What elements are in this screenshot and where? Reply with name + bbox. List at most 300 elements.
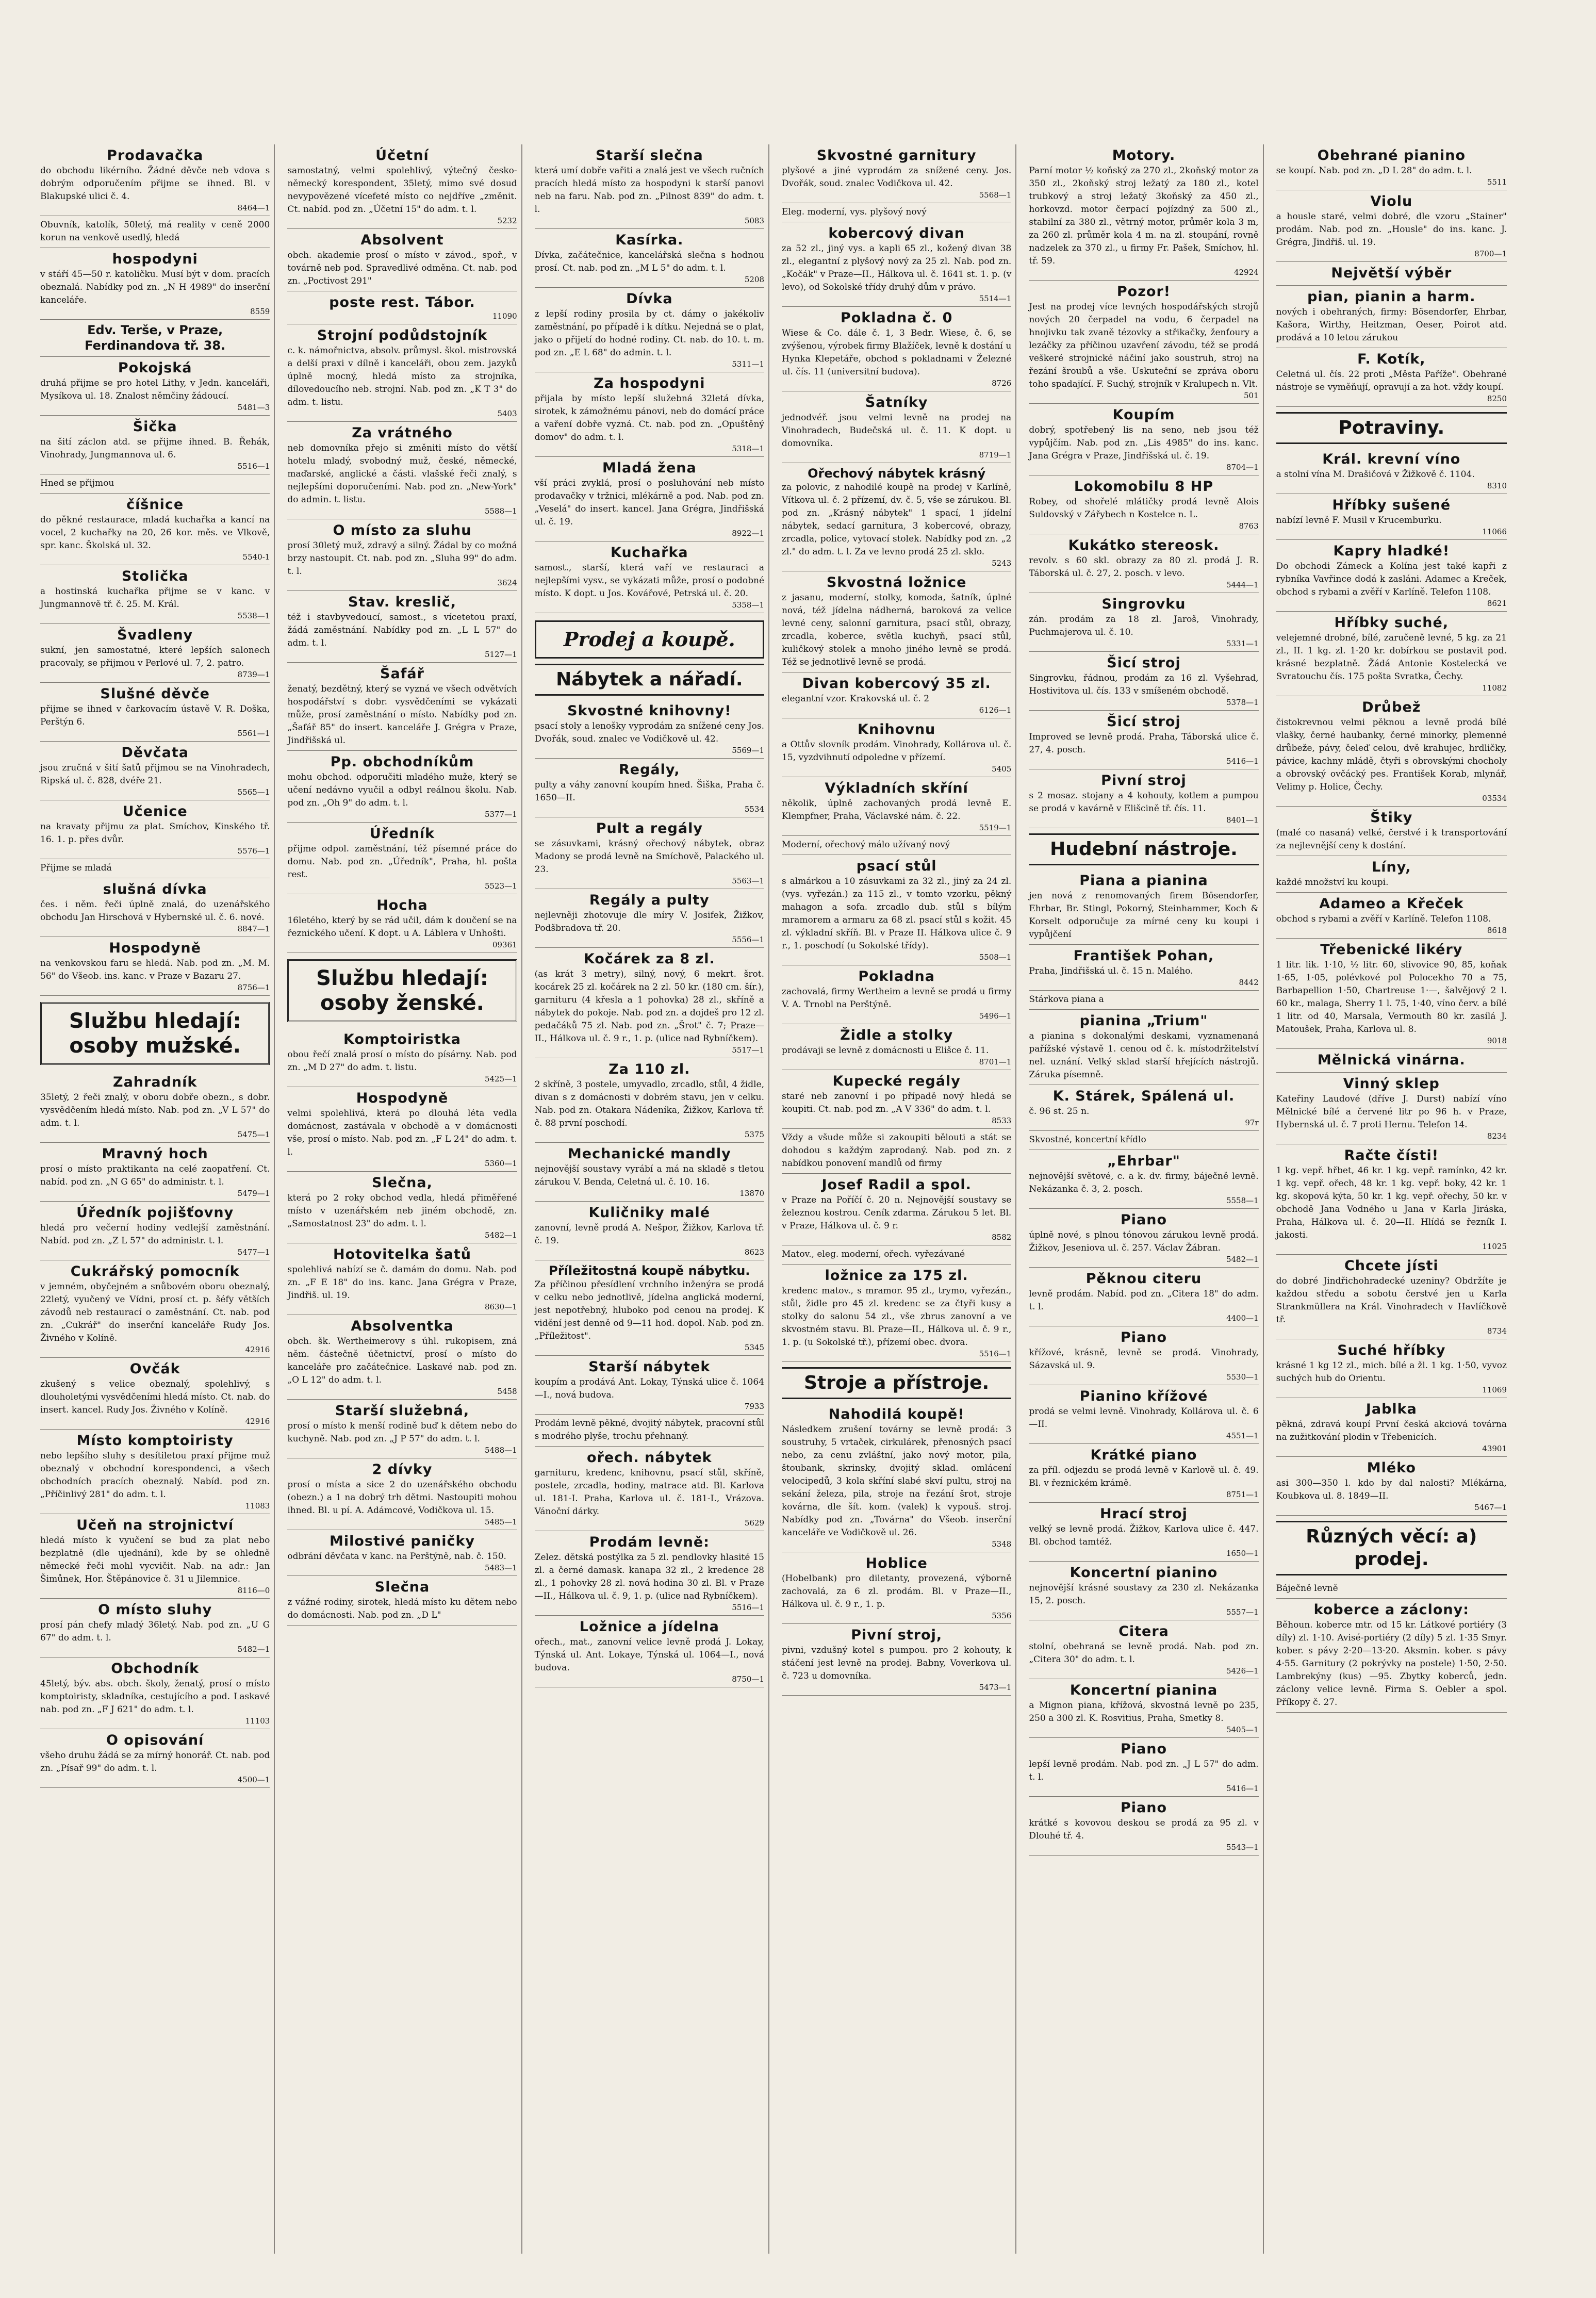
ad-heading: Dívka bbox=[626, 291, 673, 307]
ad-heading: hospodyni bbox=[112, 251, 198, 267]
classified-ad bbox=[40, 1729, 270, 1788]
classified-ad bbox=[535, 1616, 764, 1687]
classified-ad bbox=[1029, 1562, 1258, 1620]
ad-code: 5576—1 bbox=[237, 846, 270, 856]
ad-code: 43901 bbox=[1482, 1444, 1507, 1453]
classified-ad bbox=[1276, 807, 1507, 856]
ad-code: 5358—1 bbox=[732, 600, 764, 610]
ad-code: 5588—1 bbox=[484, 506, 517, 516]
ad-text: koupím a prodává Ant. Lokay, Týnská ulice č. 1064—I., nová budova. bbox=[534, 1377, 764, 1400]
classified-ad bbox=[1029, 1620, 1258, 1679]
classified-ad bbox=[535, 457, 764, 541]
ad-code: 4500—1 bbox=[237, 1775, 270, 1784]
ad-text: prosí o místo praktikanta na celé zaopatření. Ct. nabíd. pod zn. „N G 65" do administr. t. l. bbox=[40, 1164, 270, 1187]
ad-code: 8704—1 bbox=[1226, 463, 1259, 472]
ad-code: 8623 bbox=[744, 1248, 764, 1257]
ad-code: 8750—1 bbox=[732, 1675, 764, 1684]
ad-heading: „Ehrbar" bbox=[1107, 1153, 1180, 1169]
ad-code: 8621 bbox=[1487, 599, 1507, 608]
ad-code: 4400—1 bbox=[1226, 1314, 1259, 1323]
ad-code: 5416—1 bbox=[1226, 757, 1259, 766]
ad-text: nových i obehraných, firmy: Bösendorfer, Ehrbar, Kašora, Wirthy, Heitzman, Oeser, Poirot atd. prodává a 10 letou zárukou bbox=[1276, 307, 1507, 343]
ad-text: psací stoly a lenošky vyprodám za snížené ceny Jos. Dvořák, soud. znalec ve Vodičkově ul. 42. bbox=[534, 721, 764, 744]
classified-ad bbox=[40, 144, 270, 216]
newspaper-page bbox=[36, 144, 1511, 2254]
ad-text: č. 96 st. 25 n. bbox=[1029, 1106, 1090, 1117]
ad-heading: Knihovnu bbox=[858, 721, 936, 737]
ad-code: 8559 bbox=[250, 307, 270, 316]
ad-heading: Divan kobercový 35 zl. bbox=[802, 676, 991, 692]
classified-ad bbox=[782, 222, 1011, 307]
ad-text: velejemné drobné, bílé, zaručeně levné, 5 kg. za 21 zl., II. 1 kg. zl. 1·20 kr. dobírkou se postavit pod. krásné bezplatně. Žádá Antonie Kostelecká ve Svratouchu čís. 175 pošta Svratka, Čechy. bbox=[1276, 633, 1507, 682]
ad-text: Prodám levně pěkné, dvojitý nábytek, pracovní stůl s modrého plyše, trochu přehnaný. bbox=[534, 1418, 764, 1441]
ad-text: přijala by místo lepší služebná 32letá dívka, sirotek, k zámožnému pánovi, neb do domácí práce a vaření dobře vyzná. Ct. nab. pod zn. „Opuštěný domov" do adm. t. l. bbox=[534, 393, 764, 442]
classified-ad bbox=[535, 1143, 764, 1202]
ad-heading: Hotovitelka šatů bbox=[333, 1246, 471, 1262]
classified-ad bbox=[40, 416, 270, 474]
ad-text: každé množství ku koupi. bbox=[1276, 877, 1389, 888]
ad-heading: Koncertní pianina bbox=[1070, 1682, 1218, 1698]
classified-ad bbox=[1029, 1326, 1258, 1385]
classified-ad bbox=[782, 391, 1011, 463]
ad-text: plyšové a jiné vyprodám za snížené ceny. Jos. Dvořák, soud. znalec Vodičkova ul. 42. bbox=[782, 166, 1012, 189]
ad-heading: Šicí stroj bbox=[1107, 655, 1181, 671]
ad-code: 5496—1 bbox=[979, 1011, 1012, 1021]
column-1 bbox=[36, 144, 275, 2254]
classified-ad bbox=[782, 307, 1011, 391]
classified-ad bbox=[782, 144, 1011, 203]
ad-text: Eleg. moderní, vys. plyšový nový bbox=[782, 207, 927, 217]
ad-code: 5568—1 bbox=[979, 190, 1012, 200]
ad-code: 5565—1 bbox=[237, 787, 270, 797]
classified-ad bbox=[40, 859, 270, 878]
ad-heading: Starší služebná, bbox=[335, 1403, 470, 1419]
ad-heading: Koupím bbox=[1112, 407, 1175, 423]
ad-heading: Skvostná ložnice bbox=[826, 574, 967, 590]
classified-ad bbox=[782, 1403, 1011, 1552]
classified-ad bbox=[287, 144, 517, 229]
ad-heading: Stolička bbox=[121, 568, 189, 584]
ad-code: 8234 bbox=[1487, 1131, 1507, 1141]
ad-heading: František Pohan, bbox=[1073, 948, 1214, 964]
classified-ad bbox=[287, 519, 517, 591]
ad-text: obch. šk. Wertheimerovy s úhl. rukopisem, zná něm. částečně účetnictví, prosí o místo do kanceláře pro začátečnice. Laskavé nab. pod zn. „O L 12" do adm. t. l. bbox=[287, 1336, 517, 1385]
ad-code: 11066 bbox=[1482, 527, 1507, 536]
ad-heading: Za vrátného bbox=[352, 425, 453, 441]
ad-heading: Slušné děvče bbox=[100, 686, 210, 702]
ad-text: ženatý, bezdětný, který se vyzná ve všech odvětvích hospodářství s dobr. vysvědčeními se vykázati může, prosí zaměstnání o místo. Nabídky pod zn. „Šafář 85" do insert. kanceláře J. Grégra v Praze, Jindřišská ul. bbox=[287, 684, 517, 746]
ad-heading: Pozor! bbox=[1116, 284, 1171, 300]
classified-ad bbox=[40, 1358, 270, 1430]
classified-ad bbox=[1276, 893, 1507, 939]
ad-code: 5405 bbox=[992, 764, 1012, 774]
classified-ad bbox=[287, 823, 517, 894]
classified-ad bbox=[1276, 348, 1507, 407]
ad-code: 3624 bbox=[497, 578, 517, 587]
ad-heading: Starší slečna bbox=[595, 147, 703, 163]
ad-text: (as krát 3 metry), silný, nový, 6 mekrt. šrot. kocárek 25 zl. kočárek na 2 zl. 50 kr. (180 cm. šír.), garnituru (4 křesla a 1 pohovka) 28 zl., skříně a nábytek do pokoje. Nab. pod zn. a dojdeš pro 12 zl. pedačáků 75 zl. Nab. pod zn. „Šrot" č. 7; Praze—II., Hálkova ul. č. 9 r., 1. p. (ulice nad Rybníčkem). bbox=[534, 969, 764, 1044]
ad-code: 5523—1 bbox=[484, 881, 517, 891]
ad-text: z vážné rodiny, sirotek, hledá místo ku dětem nebo do domácnosti. Nab. pod zn. „D L" bbox=[287, 1597, 517, 1620]
ad-text: na kravaty přijmu za plat. Smíchov, Kinského tř. 16. 1. p. přes dvůr. bbox=[40, 822, 270, 845]
ad-heading: číšnice bbox=[126, 497, 184, 513]
classified-ad bbox=[1029, 1268, 1258, 1326]
ad-heading: Pokojská bbox=[118, 360, 192, 376]
ad-code: 8739—1 bbox=[237, 670, 270, 679]
ad-text: a hostinská kuchařka přijme se v kanc. v Jungmannově tř. č. 25. M. Král. bbox=[40, 586, 270, 610]
ad-code: 5477—1 bbox=[237, 1248, 270, 1257]
ad-heading: Vinný sklep bbox=[1343, 1076, 1440, 1092]
ad-code: 5473—1 bbox=[979, 1683, 1012, 1692]
ad-text: samostatný, velmi spolehlivý, výtečný česko-německý korespondent, 35letý, mimo své dosud nevypovězené vícefeté místo co nejdříve „změnit. Ct. nabíd. pod zn. „Účetní 15" do adm. t. l. bbox=[287, 166, 517, 215]
ad-text: prosí o místo k menší rodině buď k dětem nebo do kuchyně. Nab. pod zn. „J P 57" do adm. t. l. bbox=[287, 1421, 517, 1444]
classified-ad bbox=[1276, 1580, 1507, 1599]
ad-text: s 2 mosaz. stojany a 4 kohouty, kotlem a pumpou se prodá v kavárně v Elišcině tř. čís. 11. bbox=[1029, 791, 1259, 814]
classified-ad bbox=[1029, 1444, 1258, 1503]
classified-ad bbox=[1276, 1599, 1507, 1713]
ad-text: několik, úplně zachovaných prodá levně E. Klempfner, Praha, Václavské nám. č. 22. bbox=[782, 798, 1012, 822]
classified-ad bbox=[535, 1058, 764, 1143]
classified-ad bbox=[782, 203, 1011, 222]
ad-text: 35letý, 2 řeči znalý, v oboru dobře obezn., s dobr. vysvědčením hledá místo. Nab. pod zn. „V L 57" do adm. t. l. bbox=[40, 1092, 270, 1128]
classified-ad bbox=[535, 948, 764, 1058]
ad-code: 42916 bbox=[245, 1345, 270, 1354]
ad-text: mohu obchod. odporučiti mladého muže, který se učení nedávno vyučil a odbyl reálnou školu. Nab. pod zn. „Oh 9" do adm. t. l. bbox=[287, 772, 517, 808]
ad-text: Robey, od shořelé mlátičky prodá levně Alois Suldovský v Zářybech n Kostelce n. L. bbox=[1029, 497, 1259, 520]
ad-heading: kobercový divan bbox=[828, 225, 965, 241]
ad-text: prosí 30letý muž, zdravý a silný. Žádal by co možná brzy nastoupit. Ct. nab. pod zn. „Sluha 99" do adm. t. l. bbox=[287, 540, 517, 577]
ad-code: 8700—1 bbox=[1474, 249, 1507, 258]
ad-code: 8726 bbox=[992, 379, 1012, 388]
ad-code: 5482—1 bbox=[1226, 1255, 1259, 1264]
ad-heading: Obehrané pianino bbox=[1317, 147, 1466, 163]
classified-ad bbox=[287, 229, 517, 291]
ad-heading: Pivní stroj, bbox=[851, 1627, 943, 1643]
ad-text: Improved se levně prodá. Praha, Táborská ulice č. 27, 4. posch. bbox=[1029, 732, 1259, 755]
ad-text: hledá pro večerní hodiny vedlejší zaměstnání. Nabíd. pod zn. „Z L 57" do administr. t. l. bbox=[40, 1223, 270, 1246]
ad-code: 5475—1 bbox=[237, 1130, 270, 1139]
ad-text: všeho druhu žádá se za mírný honorář. Ct. nab. pod zn. „Písař 99" do adm. t. l. bbox=[40, 1750, 270, 1774]
ad-code: 5403 bbox=[497, 409, 517, 418]
ad-text: prodá se velmi levně. Vinohrady, Kollárova ul. č. 6—II. bbox=[1029, 1406, 1259, 1430]
ad-heading: Pěknou citeru bbox=[1085, 1271, 1202, 1287]
ad-heading: Skvostné knihovny! bbox=[567, 703, 732, 719]
classified-ad bbox=[1029, 1385, 1258, 1444]
ad-text: a housle staré, velmi dobré, dle vzoru „Stainer" prodám. Nab. pod zn. „Housle" do ins. kanc. J. Grégra, Jindřiš. ul. 19. bbox=[1276, 211, 1507, 248]
ad-code: 5516—1 bbox=[237, 462, 270, 471]
section-box: Službu hledají: osoby mužské. bbox=[40, 1002, 270, 1065]
ad-text: kredenc matov., s mramor. 95 zl., trymo, vyřezán., stůl, židle pro 45 zl. kredenc se za čtyři kusy a stolky do salonu 54 zl., vše zbrus zanovní a ve skvostném stavu. Bl. Praze—II., Hálkova ul. č. 9 r., 1. p. (u Sokolské tř.), přízemí obec. dvora. bbox=[782, 1286, 1012, 1348]
classified-ad bbox=[287, 1243, 517, 1315]
ad-code: 11103 bbox=[245, 1716, 270, 1726]
ad-code: 42924 bbox=[1233, 268, 1259, 277]
ad-code: 5517—1 bbox=[732, 1045, 764, 1055]
ad-text: asi 300—350 l. kdo by dal nalosti? Mlékárna, Koubkova ul. 8. 1849—II. bbox=[1276, 1478, 1507, 1501]
classified-ad bbox=[535, 1531, 764, 1616]
ad-heading: Pianino křížové bbox=[1079, 1388, 1208, 1404]
classified-ad bbox=[40, 248, 270, 320]
classified-ad bbox=[287, 291, 517, 324]
classified-ad bbox=[782, 777, 1011, 836]
ad-code: 5482—1 bbox=[237, 1645, 270, 1654]
ad-text: prosí o místa a sice 2 do uzenářského obchodu (obezn.) a 1 na dobrý trh dětmi. Nastoupiti mohou ihned. Bl. u pí. A. Adámcové, Vodičkova ul. 15. bbox=[287, 1480, 517, 1516]
ad-heading: Místo komptoiristy bbox=[76, 1433, 234, 1449]
ad-heading: Slečna, bbox=[372, 1175, 433, 1191]
ad-code: 6126—1 bbox=[979, 705, 1012, 715]
ad-text: nabízí levně F. Musil v Krucemburku. bbox=[1276, 515, 1442, 526]
ad-text: Za příčinou přesídlení vrchního inženýra se prodá v celku nebo jednotlivě, jídelna anglická moderní, jest nepotřebný, hluboko pod cenou na prodej. K vidění jest denně od 9—11 hod. dopol. Nab. pod zn. „Příležitost". bbox=[534, 1279, 764, 1341]
ad-heading: Obchodník bbox=[111, 1661, 200, 1677]
classified-ad bbox=[1029, 1131, 1258, 1150]
ad-code: 5534 bbox=[744, 805, 764, 814]
ad-code: 8442 bbox=[1239, 978, 1259, 987]
section-header: Stroje a přístroje. bbox=[782, 1367, 1011, 1399]
ad-heading: Hospodyně bbox=[109, 940, 201, 956]
ad-text: 1 kg. vepř. hřbet, 46 kr. 1 kg. vepř. ramínko, 42 kr. 1 kg. vepř. ořech, 48 kr. 1 kg. vepř. boky, 42 kr. 1 kg. skopová kýta, 50 kr. 1 kg. vepř. ořechy, 50 kr. v obchodě Jana Vodného u Jana v Karla Jiráska, Praha, Hálkova ul. č. 20—II. Hlídá se řezník I. jakosti. bbox=[1276, 1166, 1507, 1240]
ad-text: nejnovější světové, c. a k. dv. firmy, báječně levně. Nekázanka č. 3, 2. posch. bbox=[1029, 1171, 1259, 1194]
ad-heading: Líny, bbox=[1372, 859, 1411, 875]
ad-heading: Král. krevní víno bbox=[1322, 451, 1461, 467]
classified-ad bbox=[1029, 1010, 1258, 1085]
classified-ad bbox=[287, 1315, 517, 1400]
ad-heading: Slečna bbox=[374, 1579, 430, 1595]
ad-text: čistokrevnou velmi pěknou a levně prodá bílé vlašky, černé haubanky, černé minorky, plemenné drůbeže, pávy, čeleď celou, dvě krahujec, hrdličky, pávice, kachny mládě, čtyři s obrovskými chocholy a obrovský ovčácký pes. František Korab, mlynář, Velimy p. Holice, Čechy. bbox=[1276, 717, 1507, 792]
ad-heading: O opisování bbox=[106, 1732, 204, 1748]
ad-code: 5208 bbox=[744, 275, 764, 284]
ad-text: Wiese & Co. dále č. 1, 3 Bedr. Wiese, č. 6, se zvýšenou, výrobek firmy Blažíček, levně k dostání u Hynka Klepetáře, obchod s pokladnami v Železné ul. čís. 11 (universitní budova). bbox=[782, 328, 1012, 377]
classified-ad bbox=[40, 1071, 270, 1143]
classified-ad bbox=[1029, 869, 1258, 945]
ad-text: obou řečí znalá prosí o místo do písárny. Nab. pod zn. „M D 27" do adm. t. listu. bbox=[287, 1049, 517, 1073]
ad-code: 501 bbox=[1244, 391, 1259, 400]
ad-text: v stáří 45—50 r. katoličku. Musí být v dom. pracích obeznalá. Nabídky pod zn. „N H 4989" do inserční kanceláře. bbox=[40, 269, 270, 305]
classified-ad bbox=[287, 1028, 517, 1087]
ad-code: 97r bbox=[1245, 1118, 1259, 1127]
classified-ad bbox=[1276, 286, 1507, 348]
ad-code: 8116—0 bbox=[237, 1586, 270, 1595]
classified-ad bbox=[535, 1415, 764, 1447]
ad-code: 5127—1 bbox=[484, 650, 517, 659]
classified-ad bbox=[40, 1514, 270, 1599]
ad-heading: Hříbky sušené bbox=[1332, 497, 1451, 513]
ad-heading: psací stůl bbox=[856, 858, 937, 874]
ad-code: 8756—1 bbox=[237, 983, 270, 992]
classified-ad bbox=[535, 700, 764, 759]
ad-code: 5467—1 bbox=[1474, 1503, 1507, 1512]
classified-ad bbox=[782, 1624, 1011, 1696]
ad-heading: Výkladních skříní bbox=[825, 780, 968, 796]
ad-text: a stolní vína M. Drašičová v Žižkově č. 1104. bbox=[1276, 469, 1475, 480]
ad-text: neb domovníka přejo si změniti místo do větší hotelu mladý, svobodný muž, české, německé, maďarské, anglické a části. vlašské řeči znalý, s nejlepšími doporučeními. Nab. pod zn. „New-York" do admin. t. listu. bbox=[287, 443, 517, 505]
ad-code: 03534 bbox=[1482, 794, 1507, 803]
ad-heading: Učeň na strojnictví bbox=[76, 1517, 234, 1533]
classified-ad bbox=[535, 144, 764, 229]
ad-text: velmi spolehlivá, která po dlouhá léta vedla domácnost, zastávala v obchodě a v domácnosti vše, prosí o místo. Nab. pod zn. „F L 24" do adm. t. l. bbox=[287, 1108, 517, 1157]
ad-heading: Krátké piano bbox=[1090, 1447, 1197, 1463]
ad-text: zanovní, levně prodá A. Nešpor, Žižkov, Karlova tř. č. 19. bbox=[534, 1223, 764, 1246]
ad-heading: Kukátko stereosk. bbox=[1068, 537, 1220, 553]
ad-code: 5405—1 bbox=[1226, 1725, 1259, 1734]
ad-heading: Violu bbox=[1370, 193, 1413, 209]
classified-ad bbox=[1029, 652, 1258, 711]
column-2 bbox=[283, 144, 522, 2254]
classified-ad bbox=[287, 591, 517, 663]
ad-text: druhá přijme se pro hotel Lithy, v Jedn. kanceláři, Mysíkova ul. 18. Znalost němčiny žádoucí. bbox=[40, 378, 270, 401]
classified-ad bbox=[1029, 475, 1258, 534]
ad-text: s almárkou a 10 zásuvkami za 32 zl., jiný za 24 zl. (vys. vyřezán.) za 115 zl., v tomto vzorku, pěkný mahagon a sofa. zrcadlo dub. stůl s bílým mramorem a armaru za 68 zl. psací stůl s kožit. 45 zl. výkladní skříň. Bl. v Praze II. Hálkova ulice č. 9 r., 1. poschodí (u Sokolské třídy). bbox=[782, 876, 1012, 951]
ad-text: Parní motor ½ koňský za 270 zl., 2koňský motor za 350 zl., 2koňský stroj ležatý za 180 zl., kotel trubkový a stroj ležatý 3koňský za 450 zl., horkovzd. motor čerpací pojízdný za 500 zl., stabilní za 380 zl., větrný motor, průměr kola 3 m, za 260 zl. průměr kola 4 m. na zl. stoupání, rovně nadzelek za 370 zl., u firmy Fr. Pašek, Smíchov, hl. tř. 59. bbox=[1029, 166, 1259, 266]
ad-text: stolní, obehraná se levně prodá. Nab. pod zn. „Citera 30" do adm. t. l. bbox=[1029, 1642, 1259, 1665]
ad-heading: Šicí stroj bbox=[1107, 714, 1181, 730]
ad-heading: Švadleny bbox=[117, 627, 193, 643]
ad-heading: K. Stárek, Spálená ul. bbox=[1052, 1088, 1235, 1104]
ad-code: 8763 bbox=[1239, 521, 1259, 531]
ad-text: Báječně levně bbox=[1276, 1583, 1338, 1594]
ad-code: 5540-1 bbox=[242, 552, 270, 562]
ad-text: za 52 zl., jiný vys. a kapli 65 zl., kožený divan 38 zl., elegantní z plyšový nový za 25 zl. Nab. pod zn. „Kočák" v Praze—II., Hálkova ul. č. 1641 st. 1. p. (v levo), od Sokolské třídy druhý dům v právo. bbox=[782, 243, 1012, 292]
ad-heading: Lokomobilu 8 HP bbox=[1074, 479, 1214, 495]
ad-text: dobrý, spotřebený lis na seno, neb jsou též vypůjčím. Nab. pod zn. „Lis 4985" do ins. kanc. Jana Grégra v Praze, Jindřišská ul. č. 19. bbox=[1029, 425, 1259, 461]
ad-heading: Kočárek za 8 zl. bbox=[583, 951, 715, 967]
ad-text: jednodvéř. jsou velmi levně na prodej na Vinohradech, Budečská ul. č. 11. K dopt. u domovníka. bbox=[782, 413, 1012, 449]
ad-heading: Kasírka. bbox=[615, 232, 684, 248]
ad-text: Skvostné, koncertní křídlo bbox=[1029, 1135, 1146, 1145]
classified-ad bbox=[1029, 534, 1258, 593]
ad-code: 8701—1 bbox=[979, 1057, 1012, 1066]
ad-code: 8922—1 bbox=[732, 529, 764, 538]
classified-ad bbox=[1029, 281, 1258, 404]
classified-ad bbox=[782, 836, 1011, 855]
ad-heading: Cukrářský pomocník bbox=[70, 1263, 240, 1279]
ad-heading: Starší nábytek bbox=[588, 1359, 711, 1375]
classified-ad bbox=[40, 1143, 270, 1202]
ad-code: 13870 bbox=[739, 1189, 764, 1198]
classified-ad bbox=[287, 1400, 517, 1458]
ad-heading: Mechanické mandly bbox=[567, 1146, 731, 1162]
ad-text: krásné 1 kg 12 zl., mich. bílé a žl. 1 kg. 1·50, vyvoz suchých hub do Orientu. bbox=[1276, 1360, 1507, 1384]
column-4 bbox=[778, 144, 1016, 2254]
classified-ad bbox=[1276, 696, 1507, 807]
classified-ad bbox=[287, 894, 517, 953]
ad-text: křížové, krásně, levně se prodá. Vinohrady, Sázavská ul. 9. bbox=[1029, 1348, 1259, 1371]
ad-text: Obuvník, katolík, 50letý, má reality v ceně 2000 korun na venkově usedlý, hledá bbox=[40, 220, 270, 243]
ad-heading: Adameo a Křeček bbox=[1319, 896, 1464, 912]
ad-code: 5479—1 bbox=[237, 1189, 270, 1198]
classified-ad bbox=[40, 1657, 270, 1729]
ad-text: která po 2 roky obchod vedla, hledá přiměřené místo v uzenářském neb jiném obchodě, zn. „Samostatnost 23" do adm. t. l. bbox=[287, 1193, 517, 1229]
classified-ad bbox=[1276, 1398, 1507, 1457]
classified-ad bbox=[782, 1129, 1011, 1174]
ad-heading: Suché hříbky bbox=[1337, 1342, 1446, 1358]
classified-ad bbox=[1276, 1339, 1507, 1398]
ad-code: 4551—1 bbox=[1226, 1431, 1259, 1440]
ad-heading: Komptoiristka bbox=[343, 1031, 461, 1047]
classified-ad bbox=[1276, 540, 1507, 612]
classified-ad bbox=[782, 1174, 1011, 1245]
classified-ad bbox=[1276, 262, 1507, 286]
ad-text: 45letý, býv. abs. obch. školy, ženatý, prosí o místo komptoiristy, skladníka, cestujícího a pod. Laskavé nab. pod zn. „F J 621" do adm. t. l. bbox=[40, 1679, 270, 1715]
ad-text: c. k. námořnictva, absolv. průmysl. škol. mistrovská a delší praxi v dílně i kanceláři, obou zem. jazyků úplně mocný, hledá místo za strojníka, dílovedoucího neb. strojní. Nab. pod zn. „K T 3" do adm. t. listu. bbox=[287, 346, 517, 407]
ad-text: pivni, vzdušný kotel s pumpou. pro 2 kohouty, k stáčení jest levně na prodej. Babny, Voverkova ul. č. 723 u domovníka. bbox=[782, 1645, 1012, 1681]
ad-heading: Josef Radil a spol. bbox=[821, 1177, 972, 1193]
classified-ad bbox=[1029, 711, 1258, 769]
ad-code: 5331—1 bbox=[1226, 639, 1259, 648]
classified-ad bbox=[1029, 144, 1258, 281]
ad-heading: Děvčata bbox=[121, 745, 189, 761]
ad-heading: Nahodilá koupě! bbox=[828, 1406, 965, 1422]
ad-heading: Račte čísti! bbox=[1344, 1147, 1439, 1163]
classified-ad bbox=[1029, 991, 1258, 1010]
ad-code: 5348 bbox=[992, 1539, 1012, 1549]
ad-code: 11082 bbox=[1482, 683, 1507, 693]
ad-text: zkušený s velice obeznalý, spolehlivý, s dlouholetými vysvědčeními hledá místo. Ct. nab. do insert. kancel. Rudy Jos. Živného v Kolíně. bbox=[40, 1379, 270, 1415]
ad-text: Moderní, ořechový málo užívaný nový bbox=[782, 840, 950, 850]
classified-ad bbox=[782, 855, 1011, 965]
classified-ad bbox=[40, 624, 270, 683]
section-header: Potraviny. bbox=[1276, 412, 1507, 444]
column-3 bbox=[531, 144, 769, 2254]
ad-heading: Strojní podůdstojník bbox=[317, 327, 488, 343]
ad-code: 1650—1 bbox=[1226, 1549, 1259, 1558]
classified-ad bbox=[535, 1356, 764, 1415]
ad-heading: Pult a regály bbox=[596, 820, 703, 836]
classified-ad bbox=[287, 324, 517, 422]
column-6 bbox=[1272, 144, 1511, 2254]
ad-heading: Kuchařka bbox=[611, 545, 688, 561]
classified-ad bbox=[535, 889, 764, 948]
classified-ad bbox=[1276, 1049, 1507, 1073]
classified-ad bbox=[1029, 1503, 1258, 1562]
ad-text: Přijme se mladá bbox=[40, 863, 112, 873]
classified-ad bbox=[1276, 1457, 1507, 1516]
ad-heading: Hříbky suché, bbox=[1334, 615, 1449, 631]
ad-text: Do obchodi Zámeck a Kolína jest také kapři z rybníka Vavřince dodá k zasláni. Adamec a Kreček, obchod s rybami a zvěří v Karlíně. Telefon 1108. bbox=[1276, 561, 1507, 597]
ad-text: se koupí. Nab. pod zn. „D L 28" do adm. t. l. bbox=[1276, 166, 1472, 176]
ad-text: 16letého, který by se rád učil, dám k doučení se na řeznického učení. K dopt. u A. Láblera v Unhošti. bbox=[287, 915, 517, 939]
ad-code: 5516—1 bbox=[732, 1603, 764, 1612]
ad-code: 5569—1 bbox=[732, 746, 764, 755]
ad-heading: Za 110 zl. bbox=[608, 1061, 690, 1077]
ad-heading: Úředník bbox=[369, 826, 435, 842]
classified-ad bbox=[1029, 945, 1258, 991]
classified-ad bbox=[287, 751, 517, 823]
classified-ad bbox=[1029, 1209, 1258, 1268]
ad-code: 8401—1 bbox=[1226, 815, 1259, 825]
ad-text: ořech., mat., zanovní velice levně prodá J. Lokay, Týnská ul. Ant. Lokaye, Týnská ul. 1064—I., nová budova. bbox=[534, 1637, 764, 1673]
classified-ad bbox=[535, 759, 764, 817]
ad-code: 11090 bbox=[492, 311, 517, 321]
ad-code: 5561—1 bbox=[237, 729, 270, 738]
ad-text: samost., starší, která vaří ve restauraci a nejlepšími vysv., se vykázati může, prosí o podobné místo. K dopt. u Jos. Kovářové, Petrská ul. č. 20. bbox=[534, 563, 764, 599]
ad-heading: Piana a pianina bbox=[1079, 873, 1208, 889]
ad-heading: O místo sluhy bbox=[98, 1602, 212, 1618]
classified-ad bbox=[535, 1447, 764, 1531]
ad-code: 09361 bbox=[492, 940, 517, 949]
ad-heading: slušná dívka bbox=[103, 881, 207, 897]
ad-text: za příl. odjezdu se prodá levně v Karlově ul. č. 49. Bl. v řeznickém krámě. bbox=[1029, 1465, 1259, 1488]
ad-text: v Praze na Poříčí č. 20 n. Nejnovější soustavy se železnou kostrou. Ceník zdarma. Zárukou 5 let. Bl. v Praze, Hálkova ul. č. 9 r. bbox=[782, 1195, 1012, 1231]
ad-heading: Jablka bbox=[1365, 1401, 1417, 1417]
ad-heading: Skvostné garnitury bbox=[816, 147, 977, 163]
ad-heading: Piano bbox=[1120, 1212, 1167, 1228]
ad-heading: Mléko bbox=[1367, 1460, 1416, 1476]
ad-code: 5243 bbox=[992, 559, 1012, 568]
ad-heading: Edv. Terše, v Praze, Ferdinandova tř. 38. bbox=[85, 323, 226, 353]
ad-text: staré neb zanovní i po případě nový hledá se koupiti. Ct. nab. pod zn. „A V 336" do adm. t. l. bbox=[782, 1091, 1012, 1114]
classified-ad bbox=[1029, 1797, 1258, 1856]
ad-text: hledá místo k vyučení se bud za plat nebo bezplatně (dle ujednání), kde by se ohledně německé řeči mohl vycvičit. Nab. na adr.: Jan Šimůnek, Hor. Štěpánovice č. 31 u Jilemnice. bbox=[40, 1535, 270, 1584]
ad-heading: Pp. obchodníkům bbox=[330, 754, 474, 770]
